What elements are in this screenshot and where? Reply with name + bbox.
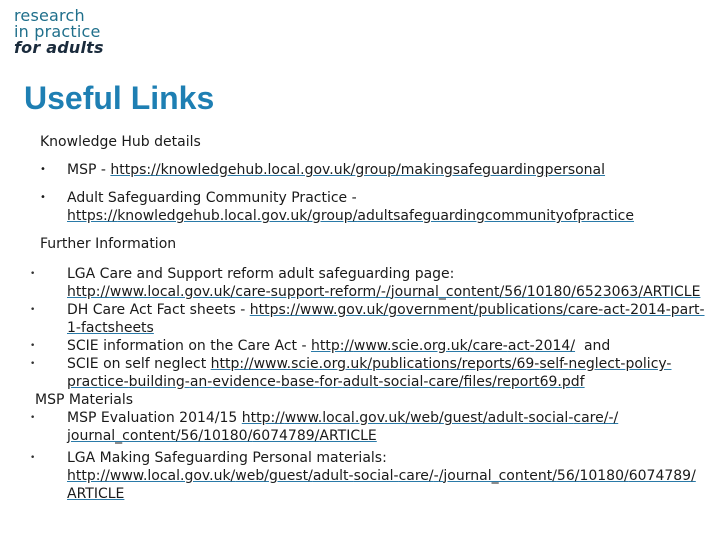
- bullet-icon: •: [30, 413, 36, 423]
- list-item: [30, 355, 708, 391]
- scie-care-act-link[interactable]: http://www.scie.org.uk/care-act-2014/: [311, 338, 576, 354]
- msp-materials-heading: MSP Materials: [35, 392, 134, 408]
- community-practice-link[interactable]: https://knowledgehub.local.gov.uk/group/adultsafeguardingcommunityofpractice: [67, 208, 634, 224]
- dh-factsheets-link[interactable]: https://www.gov.uk/government/publications/care-act-2014-part-1-factsheets: [67, 302, 705, 336]
- item-text: SCIE on self neglect: [67, 356, 211, 372]
- list-item: [30, 301, 708, 337]
- item-text: DH Care Act Fact sheets -: [67, 302, 250, 318]
- scie-self-neglect-link[interactable]: http://www.scie.org.uk/publications/reports/69-self-neglect-policy-practice-building-an-evidence-base-for-adult-social-care/files/report69.pdf: [67, 356, 672, 390]
- logo: [14, 8, 104, 56]
- logo-line-2: in practice: [14, 22, 101, 41]
- logo-line-1: research: [14, 6, 85, 25]
- bullet-icon: •: [30, 453, 36, 463]
- item-text: LGA Making Safeguarding Personal materials:: [67, 450, 387, 466]
- item-text: Adult Safeguarding Community Practice -: [67, 190, 357, 206]
- msp-materials-list: [30, 409, 708, 503]
- bullet-icon: •: [40, 192, 46, 203]
- msp-evaluation-link[interactable]: http://www.local.gov.uk/web/guest/adult-social-care/-/journal_content/56/10180/6074789/ARTICLE: [67, 410, 619, 444]
- list-item: [40, 189, 708, 225]
- bullet-icon: •: [30, 359, 36, 369]
- item-text: LGA Care and Support reform adult safeguarding page:: [67, 266, 455, 282]
- knowledge-hub-heading: Knowledge Hub details: [40, 134, 201, 150]
- content: [30, 133, 708, 503]
- further-information-list: [30, 265, 708, 391]
- knowledge-hub-list: [40, 161, 708, 225]
- item-text: MSP Evaluation 2014/15: [67, 410, 242, 426]
- logo-line-3: for adults: [14, 38, 104, 57]
- bullet-icon: •: [30, 305, 36, 315]
- msp-knowledge-hub-link[interactable]: https://knowledgehub.local.gov.uk/group/makingsafeguardingpersonal: [110, 162, 606, 178]
- item-text: SCIE information on the Care Act -: [67, 338, 311, 354]
- list-item: [30, 449, 708, 503]
- list-item: [40, 161, 708, 179]
- list-item: [30, 265, 708, 301]
- bullet-icon: •: [30, 269, 36, 279]
- list-item: [30, 337, 708, 355]
- list-item: [30, 409, 708, 445]
- bullet-icon: •: [40, 164, 46, 175]
- item-suffix: and: [575, 338, 611, 354]
- further-information-heading: Further Information: [40, 236, 177, 252]
- bullet-icon: •: [30, 341, 36, 351]
- lga-msp-materials-link[interactable]: http://www.local.gov.uk/web/guest/adult-social-care/-/journal_content/56/10180/6074789/ARTICLE: [67, 468, 696, 502]
- page-title: Useful Links: [24, 80, 215, 116]
- item-text: MSP -: [67, 162, 111, 178]
- lga-safeguarding-link[interactable]: http://www.local.gov.uk/care-support-reform/-/journal_content/56/10180/6523063/ARTICLE: [67, 284, 701, 300]
